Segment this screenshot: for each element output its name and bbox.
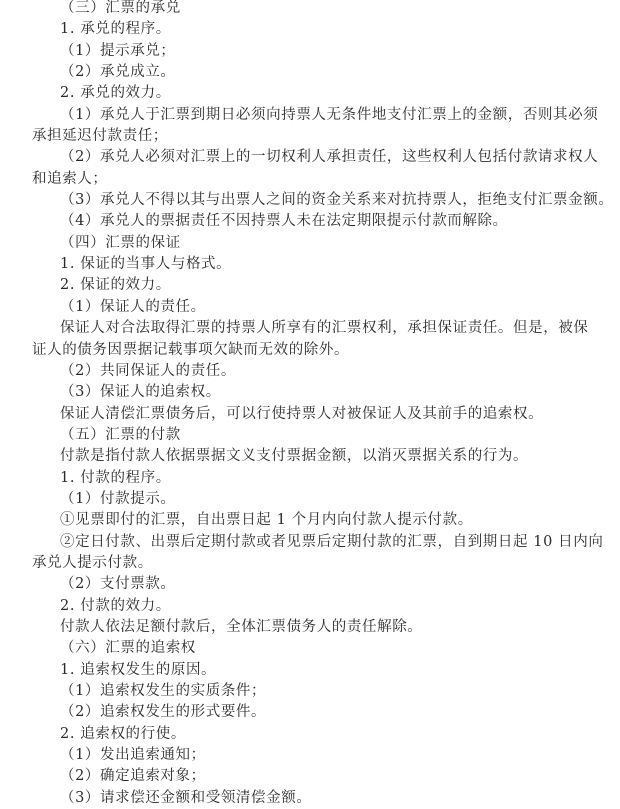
text-line: 付款人依法足额付款后，全体汇票债务人的责任解除。 — [60, 618, 423, 635]
paragraph — [32, 788, 578, 809]
text-line: （六）汇票的追索权 — [60, 640, 196, 657]
text-line: 1. 保证的当事人与格式。 — [60, 256, 232, 273]
text-line: 2. 承兑的效力。 — [60, 85, 171, 102]
paragraph — [32, 41, 578, 62]
paragraph — [32, 596, 578, 617]
text-line: 保证人对合法取得汇票的持票人所享有的汇票权利，承担保证责任。但是，被保 — [60, 320, 589, 337]
text-line: （三）汇票的承兑 — [60, 0, 181, 16]
text-line: （3）承兑人不得以其与出票人之间的资金关系来对抗持票人，拒绝支付汇票金额。 — [60, 192, 614, 209]
paragraph — [32, 233, 578, 254]
text-line: （1）付款提示。 — [60, 490, 176, 507]
paragraph — [32, 211, 578, 232]
paragraph — [32, 190, 614, 211]
paragraph — [32, 83, 578, 104]
paragraph — [32, 105, 599, 148]
paragraph — [32, 254, 578, 275]
text-line: （1）发出追索通知； — [60, 747, 206, 764]
paragraph — [32, 147, 599, 190]
paragraph — [32, 489, 578, 510]
paragraph — [32, 638, 578, 659]
paragraph — [32, 532, 604, 575]
text-line: （1）提示承兑； — [60, 42, 176, 59]
text-line: （1）保证人的责任。 — [60, 298, 206, 315]
paragraph — [32, 275, 578, 296]
text-line: 1. 付款的程序。 — [60, 469, 171, 486]
paragraph — [32, 468, 578, 489]
paragraph — [32, 318, 589, 361]
text-line: （2）确定追索对象； — [60, 768, 206, 785]
text-line: ①见票即付的汇票，自出票日起 1 个月内向付款人提示付款。 — [60, 512, 473, 529]
paragraph — [32, 617, 578, 638]
text-line: （2）承兑成立。 — [60, 64, 176, 81]
paragraph — [32, 510, 578, 531]
text-line: （1）追索权发生的实质条件； — [60, 683, 267, 699]
paragraph — [32, 297, 578, 318]
text-line: （4）承兑人的票据责任不因持票人未在法定期限提示付款而解除。 — [60, 213, 508, 230]
paragraph — [32, 62, 578, 83]
text-line: 2. 保证的效力。 — [60, 277, 171, 294]
paragraph — [32, 19, 578, 40]
text-line: 付款是指付款人依据票据文义支付票据金额，以消灭票据关系的行为。 — [60, 448, 529, 465]
text-line: 证人的债务因票据记载事项欠缺而无效的除外。 — [32, 341, 350, 358]
text-line: （2）追索权发生的形式要件。 — [60, 704, 267, 721]
paragraph — [32, 766, 578, 787]
text-line: （3）请求偿还金额和受领清偿金额。 — [60, 789, 312, 806]
text-line: 1. 承兑的程序。 — [60, 21, 171, 38]
text-line: （2）承兑人必须对汇票上的一切权利人承担责任，这些权利人包括付款请求权人 — [60, 149, 599, 166]
text-line: （3）保证人的追索权。 — [60, 384, 221, 401]
paragraph — [32, 361, 578, 382]
paragraph — [32, 745, 578, 766]
text-line: （1）承兑人于汇票到期日必须向持票人无条件地支付汇票上的金额，否则其必须 — [60, 106, 599, 123]
text-line: （2）支付票款。 — [60, 576, 176, 593]
paragraph — [32, 0, 578, 19]
text-line: （四）汇票的保证 — [60, 234, 181, 251]
paragraph — [32, 702, 578, 723]
text-line: （2）共同保证人的责任。 — [60, 362, 236, 379]
text-line: 2. 付款的效力。 — [60, 597, 171, 614]
paragraph — [32, 446, 578, 467]
paragraph — [32, 681, 578, 702]
paragraph — [32, 425, 578, 446]
paragraph — [32, 404, 578, 425]
text-line: 保证人清偿汇票债务后，可以行使持票人对被保证人及其前手的追索权。 — [60, 405, 544, 422]
text-line: （五）汇票的付款 — [60, 426, 181, 443]
paragraph — [32, 660, 578, 681]
text-line: 1. 追索权发生的原因。 — [60, 661, 217, 678]
document-body — [32, 0, 614, 809]
text-line: 和追索人； — [32, 170, 108, 187]
paragraph — [32, 382, 578, 403]
paragraph — [32, 574, 578, 595]
text-line: 2. 追索权的行使。 — [60, 725, 186, 742]
text-line: ②定日付款、出票后定期付款或者见票后定期付款的汇票，自到期日起 10 日内向 — [60, 533, 604, 550]
text-line: 承兑人提示付款。 — [32, 554, 153, 571]
text-line: 承担延迟付款责任； — [32, 128, 168, 145]
paragraph — [32, 724, 578, 745]
